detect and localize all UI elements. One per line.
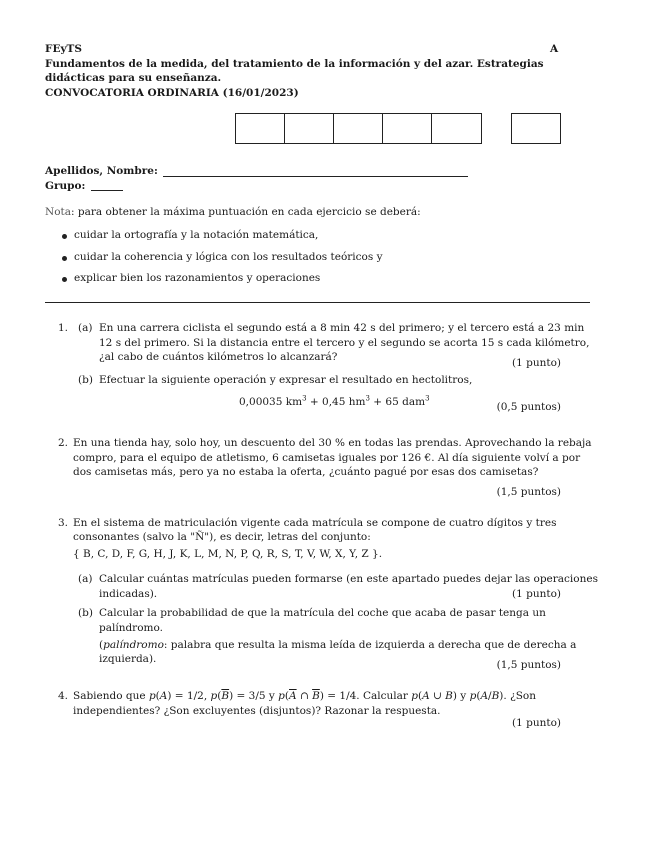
q3a-line1: Calcular cuántas matrículas pueden formarse (en este apartado puedes dejar las operaciones xyxy=(99,573,598,585)
q3b-definition-line2: izquierda). xyxy=(99,653,157,665)
q1b-label: (b) xyxy=(78,374,93,386)
course-code: FEyTS xyxy=(45,43,82,55)
bullet-icon xyxy=(62,234,67,239)
q3a-line2: indicadas). xyxy=(99,588,158,600)
q1b-line1: Efectuar la siguiente operación y expresar el resultado en hectolitros, xyxy=(99,374,473,386)
q1b-formula xyxy=(239,395,430,410)
q3-letter-set: { B, C, D, F, G, H, J, K, L, M, N, P, Q, R, S, T, V, W, X, Y, Z }. xyxy=(73,548,383,560)
name-field-line[interactable] xyxy=(163,176,468,177)
q4-points: (1 punto) xyxy=(512,717,561,729)
group-label: Grupo: xyxy=(45,180,86,192)
note-intro-text: : para obtener la máxima puntuación en cada ejercicio se deberá: xyxy=(71,206,421,218)
q4-line2: independientes? ¿Son excluyentes (disjuntos)? Razonar la respuesta. xyxy=(73,705,441,717)
note-intro xyxy=(45,205,421,220)
id-box-3[interactable] xyxy=(333,113,383,144)
q2-points: (1,5 puntos) xyxy=(496,486,561,498)
id-box-letter[interactable] xyxy=(511,113,561,144)
q1b-term-2: + 0,45 hm xyxy=(306,396,366,408)
q1b-exp-3: 3 xyxy=(425,394,430,403)
subject-title-line1: Fundamentos de la medida, del tratamiento de la información y del azar. Estrategias xyxy=(45,58,544,70)
q2-line1: En una tienda hay, solo hoy, un descuento del 30 % en todas las prendas. Aprovechando la rebaja xyxy=(73,437,592,449)
group-field-line[interactable] xyxy=(91,190,123,191)
bullet-icon xyxy=(62,277,67,282)
section-divider xyxy=(45,302,590,303)
id-box-5[interactable] xyxy=(431,113,482,144)
exam-session: CONVOCATORIA ORDINARIA (16/01/2023) xyxy=(45,87,299,99)
q4-number: 4. xyxy=(58,690,69,702)
q4-line1: Sabiendo que p(A) = 1/2, $p(\overline{B}) = 3/5$ y $p(\overline{A}$ ∩ $\overline{B}) = 1/4$. Calcular p(A ∪ B) y p(A/B). ¿Son xyxy=(73,690,536,702)
q2-line2: compro, para el equipo de atletismo, 6 camisetas iguales por 126 €. Al día siguiente volví a por xyxy=(73,452,581,464)
q2-number: 2. xyxy=(58,437,69,449)
note-item-3: explicar bien los razonamientos y operaciones xyxy=(74,272,321,284)
q3b-line1: Calcular la probabilidad de que la matrícula del coche que acaba de pasar tenga un xyxy=(99,607,546,619)
q3-line1: En el sistema de matriculación vigente cada matrícula se compone de cuatro dígitos y tres xyxy=(73,517,557,529)
q1b-exp-1: 3 xyxy=(302,394,307,403)
q1a-line2: 12 s del primero. Si la distancia entre el tercero y el segundo se acorta 15 s cada kilómetro, xyxy=(99,337,590,349)
note-item-2: cuidar la coherencia y lógica con los resultados teóricos y xyxy=(74,251,383,263)
q3b-definition-term: palíndromo xyxy=(103,639,164,651)
id-box-2[interactable] xyxy=(284,113,334,144)
q1a-points: (1 punto) xyxy=(512,357,561,369)
q1a-line1: En una carrera ciclista el segundo está a 8 min 42 s del primero; y el tercero está a 23 min xyxy=(99,322,585,334)
q1b-term-1: 0,00035 km xyxy=(239,396,303,408)
q1a-line3: ¿al cabo de cuántos kilómetros lo alcanzará? xyxy=(99,351,338,363)
q3b-definition-text: : palabra que resulta la misma leída de izquierda a derecha que de derecha a xyxy=(163,639,577,651)
q2-line3: dos camisetas más, pero ya no estaba la oferta, ¿cuánto pagué por esas dos camisetas? xyxy=(73,466,539,478)
note-item-1: cuidar la ortografía y la notación matemática, xyxy=(74,229,319,241)
q1b-term-3: + 65 dam xyxy=(369,396,426,408)
id-box-1[interactable] xyxy=(235,113,285,144)
q3b-line2: palíndromo. xyxy=(99,622,163,634)
q1b-points: (0,5 puntos) xyxy=(496,401,561,413)
q3-number: 3. xyxy=(58,517,69,529)
id-box-4[interactable] xyxy=(382,113,432,144)
name-label: Apellidos, Nombre: xyxy=(45,165,158,177)
q1a-label: (a) xyxy=(78,322,93,334)
q1b-exp-2: 3 xyxy=(365,394,370,403)
note-label: Nota xyxy=(45,206,71,218)
bullet-icon xyxy=(62,256,67,261)
q3b-definition-line1: (palíndromo: palabra que resulta la misma leída de izquierda a derecha que de derecha a xyxy=(99,639,577,651)
q3b-points: (1,5 puntos) xyxy=(496,659,561,671)
q3a-label: (a) xyxy=(78,573,93,585)
subject-title-line2: didácticas para su enseñanza. xyxy=(45,72,222,84)
q3-line2: consonantes (salvo la "Ñ"), es decir, letras del conjunto: xyxy=(73,531,371,543)
exam-version: A xyxy=(550,43,559,55)
q3b-label: (b) xyxy=(78,607,93,619)
q1-number: 1. xyxy=(58,322,69,334)
q3a-points: (1 punto) xyxy=(512,588,561,600)
